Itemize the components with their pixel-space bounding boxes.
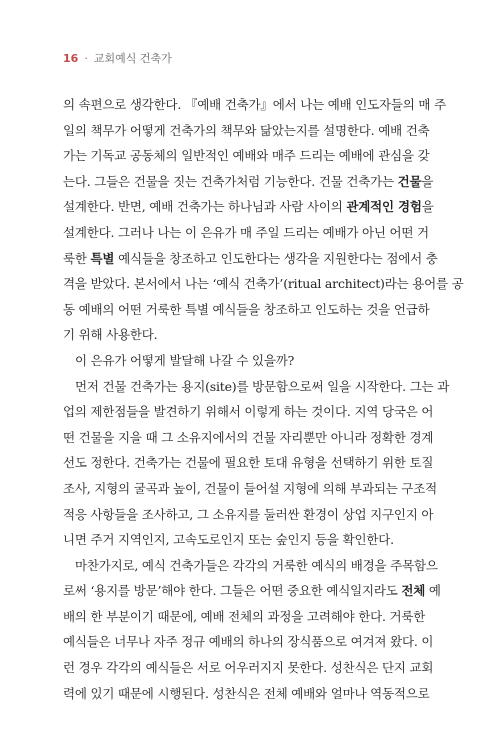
text-segment: 기 위해 사용한다. [63, 327, 158, 343]
text-line [63, 374, 450, 400]
text-segment: 업의 제한점들을 발견하기 위해서 이렇게 하는 것이다. 지역 당국은 어 [63, 404, 434, 420]
text-line [63, 246, 438, 272]
text-line [63, 629, 434, 655]
running-title: 교회예식 건축가 [93, 52, 172, 65]
text-segment: 을 [421, 199, 434, 215]
text-segment: 적응 사항들을 조사하고, 그 소유지를 둘러싼 환경이 상업 지구인지 아 [63, 506, 434, 522]
text-segment: 력에 있기 때문에 시행된다. 성찬식은 전체 예배와 얼마나 역동적으로 [63, 685, 430, 701]
text-segment: 예식들을 창조하고 인도한다는 생각을 지원한다는 점에서 충 [114, 250, 438, 266]
text-segment: 설계한다. 반면, 예배 건축가는 하나님과 사람 사이의 [63, 199, 347, 215]
body-text [63, 92, 464, 706]
emphasis-text: 전체 [401, 583, 426, 599]
text-line [63, 604, 429, 630]
running-header [63, 50, 172, 66]
text-segment: 마찬가지로, 예식 건축가들은 각각의 거룩한 예식의 배경을 주목함으 [75, 557, 438, 573]
page-number: 16 [63, 52, 79, 65]
header-separator: · [84, 52, 88, 65]
text-line [63, 502, 434, 528]
text-segment: 가는 기독교 공동체의 일반적인 예배와 매주 드리는 예배에 관심을 갖 [63, 148, 430, 164]
text-line [63, 476, 438, 502]
text-segment: 런 경우 각각의 예식들은 서로 어우러지지 못한다. 성찬식은 단지 교회 [63, 660, 434, 676]
text-segment: 설계한다. 그러나 나는 이 은유가 매 주일 드리는 예배가 아닌 어떤 거 [63, 224, 429, 240]
text-line [63, 578, 441, 604]
text-line [63, 169, 434, 195]
text-segment: 선도 정한다. 건축가는 건물에 필요한 토대 유형을 선택하기 위한 토질 [63, 455, 434, 471]
text-line [63, 655, 434, 681]
emphasis-text: 특별 [90, 250, 115, 266]
text-segment: 의 속편으로 생각한다. 『예배 건축가』에서 나는 예배 인도자들의 매 주 [63, 97, 446, 112]
text-segment: 예 [425, 583, 441, 599]
text-segment: 먼저 건물 건축가는 용지(site)를 방문함으로써 일을 시작한다. 그는 과 [75, 378, 450, 394]
text-segment: 는다. 그들은 건물을 짓는 건축가처럼 기능한다. 건물 건축가는 [63, 173, 398, 189]
emphasis-text: 건물 [397, 173, 422, 189]
text-segment: 예식들은 너무나 자주 정규 예배의 하나의 장식품으로 여겨져 왔다. 이 [63, 634, 434, 650]
text-line [63, 322, 429, 348]
text-segment: 격을 받았다. 본서에서 나는 ‘예식 건축가’(ritual architect)라는 용어를 공 [63, 276, 464, 292]
text-line [63, 143, 429, 169]
text-segment: 니면 주거 지역인지, 고속도로인지 또는 숲인지 등을 확인한다. [63, 532, 394, 548]
text-line [63, 450, 434, 476]
text-line [63, 425, 434, 451]
emphasis-text: 관계적인 경험 [346, 199, 422, 215]
text-line [63, 194, 434, 220]
text-segment: 동 예배의 어떤 거룩한 특별 예식들을 창조하고 인도하는 것을 언급하 [63, 301, 430, 317]
text-line [63, 271, 464, 297]
text-line [63, 118, 429, 144]
text-segment: 떤 건물을 지을 때 그 소유지에서의 건물 자리뿐만 아니라 정확한 경계 [63, 429, 434, 445]
text-line [63, 527, 429, 553]
text-segment: 조사, 지형의 굴곡과 높이, 건물이 들어설 지형에 의해 부과되는 구조적 [63, 480, 438, 496]
text-segment: 이 은유가 어떻게 발달해 나갈 수 있을까? [75, 352, 295, 368]
text-segment: 룩한 [63, 250, 91, 266]
text-line [63, 92, 446, 118]
text-segment: 배의 한 부분이기 때문에, 예배 전체의 과정을 고려해야 한다. 거룩한 [63, 608, 426, 624]
text-segment: 로써 ‘용지를 방문’해야 한다. 그들은 어떤 중요한 예식일지라도 [63, 583, 402, 599]
text-line [63, 220, 429, 246]
text-segment: 을 [421, 173, 434, 189]
text-line [63, 297, 429, 323]
text-line [63, 681, 429, 707]
text-segment: 일의 책무가 어떻게 건축가의 책무와 닮았는지를 설명한다. 예배 건축 [63, 122, 430, 138]
text-line [63, 399, 434, 425]
text-line [63, 553, 438, 579]
text-line [63, 348, 429, 374]
